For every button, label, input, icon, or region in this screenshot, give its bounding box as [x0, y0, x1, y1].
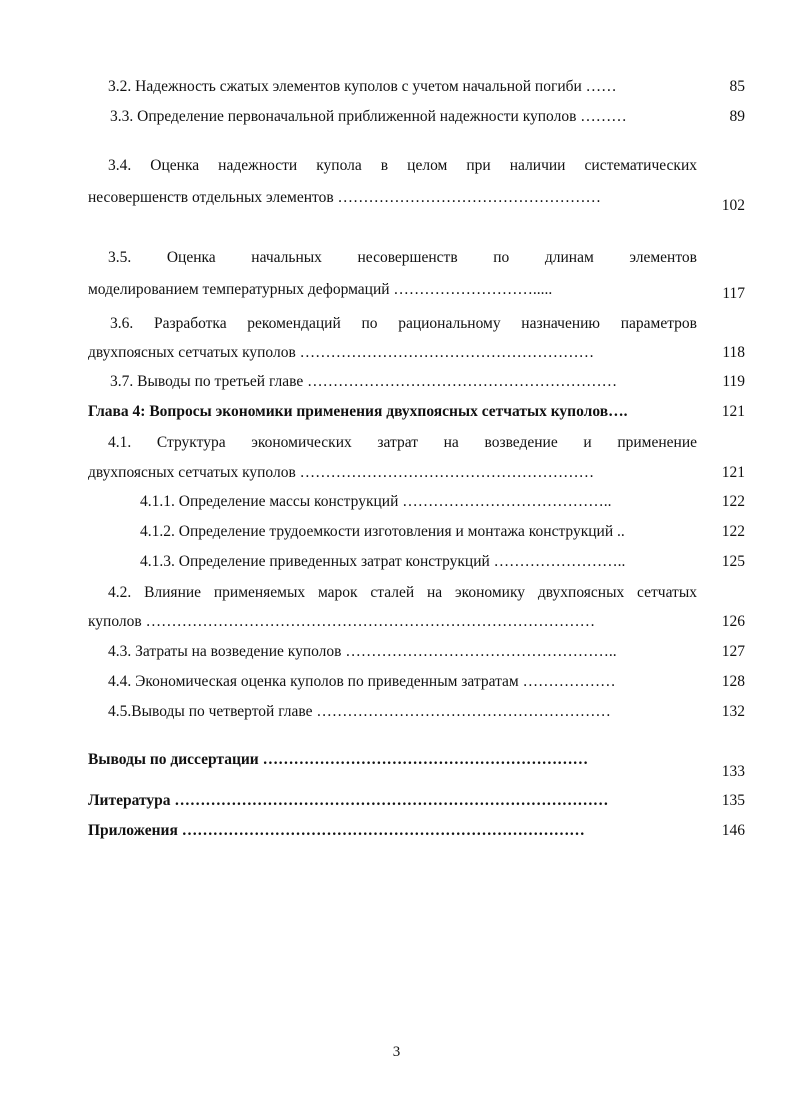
toc-literature: Литература …………………………………………………………………………	[88, 792, 609, 809]
toc-entry-4-1-line2: двухпоясных сетчатых куполов …………………………………………………	[88, 464, 595, 481]
toc-page-4-4: 128	[721, 673, 745, 690]
toc-entry-4-1-1: 4.1.1. Определение массы конструкций …………………………………..	[140, 493, 612, 510]
toc-entry-4-1-3: 4.1.3. Определение приведенных затрат конструкций ……………………..	[140, 553, 626, 570]
toc-page-4-1-2: 122	[721, 523, 745, 540]
toc-conclusions: Выводы по диссертации ………………………………………………………	[88, 751, 589, 768]
toc-entry-3-6-line1: 3.6. Разработка рекомендаций по рациональному назначению параметров	[110, 315, 697, 332]
toc-entry-4-1-2: 4.1.2. Определение трудоемкости изготовления и монтажа конструкций ..	[140, 523, 625, 540]
toc-page-4-5: 132	[721, 703, 745, 720]
toc-page-chapter-4: 121	[721, 403, 745, 420]
toc-page-3-2: 85	[729, 78, 745, 95]
toc-entry-4-2-line2: куполов ……………………………………………………………………………	[88, 613, 596, 630]
toc-page-4-3: 127	[721, 643, 745, 660]
page-number: 3	[392, 1044, 401, 1060]
toc-entry-3-2: 3.2. Надежность сжатых элементов куполов с учетом начальной погиби ……	[108, 78, 617, 95]
toc-page-3-4: 102	[721, 197, 745, 214]
toc-entry-3-5-line1: 3.5. Оценка начальных несовершенств по длинам элементов	[108, 249, 697, 266]
toc-entry-3-4-line2: несовершенств отдельных элементов ……………………………………………	[88, 189, 602, 206]
toc-page-4-2: 126	[721, 613, 745, 630]
toc-page-4-1-1: 122	[721, 493, 745, 510]
toc-page-3-5: 117	[722, 285, 745, 302]
toc-entry-4-5: 4.5.Выводы по четвертой главе …………………………………………………	[108, 703, 611, 720]
toc-chapter-4: Глава 4: Вопросы экономики применения двухпоясных сетчатых куполов….	[88, 403, 628, 420]
toc-page-3-3: 89	[729, 108, 745, 125]
toc-appendices: Приложения ……………………………………………………………………	[88, 822, 585, 839]
toc-entry-3-5-line2: моделированием температурных деформаций ……………………….....	[88, 281, 553, 298]
toc-entry-3-3: 3.3. Определение первоначальной приближенной надежности куполов ………	[110, 108, 627, 125]
toc-entry-3-4-line1: 3.4. Оценка надежности купола в целом при наличии систематических	[108, 157, 697, 174]
toc-page-4-1-3: 125	[721, 553, 745, 570]
toc-page-3-7: 119	[722, 373, 745, 390]
toc-entry-3-6-line2: двухпоясных сетчатых куполов …………………………………………………	[88, 344, 595, 361]
toc-entry-4-3: 4.3. Затраты на возведение куполов ……………………………………………..	[108, 643, 617, 660]
toc-page-conclusions: 133	[721, 763, 745, 780]
toc-entry-4-4: 4.4. Экономическая оценка куполов по приведенным затратам ………………	[108, 673, 616, 690]
toc-page-appendices: 146	[721, 822, 745, 839]
toc-entry-4-2-line1: 4.2. Влияние применяемых марок сталей на экономику двухпоясных сетчатых	[108, 584, 697, 601]
toc-page-4-1: 121	[721, 464, 745, 481]
toc-entry-4-1-line1: 4.1. Структура экономических затрат на возведение и применение	[108, 434, 697, 451]
toc-page-3-6: 118	[722, 344, 745, 361]
toc-entry-3-7: 3.7. Выводы по третьей главе ……………………………………………………	[110, 373, 618, 390]
toc-page-literature: 135	[721, 792, 745, 809]
